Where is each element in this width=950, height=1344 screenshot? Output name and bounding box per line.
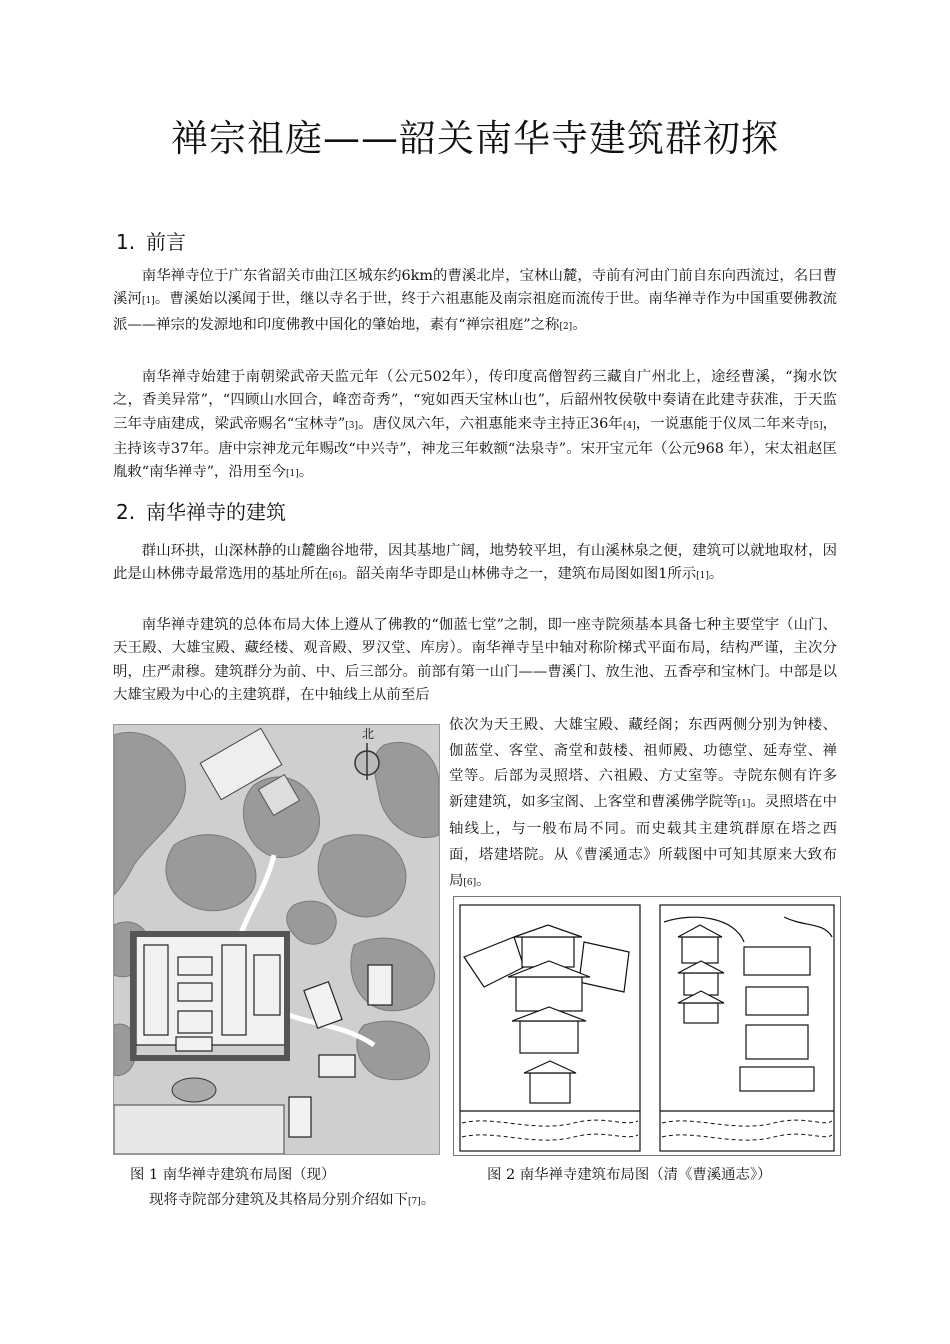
paragraph-3: 群山环拱，山深林静的山麓幽谷地带，因其基地广阔，地势较平坦，有山溪林泉之便，建筑可以就地取材，因此是山林佛寺最常选用的基址所在[6]。韶关南华寺即是山林佛寺之一，建筑布局图如图1所示[1]。	[113, 543, 837, 583]
page-title: 禅宗祖庭——韶关南华寺建筑群初探	[171, 117, 779, 160]
figure-2-historical-plan	[453, 896, 841, 1156]
paragraph-4-continued: 依次为天王殿、大雄宝殿、藏经阁；东西两侧分别为钟楼、伽蓝堂、客堂、斋堂和鼓楼、祖师殿、功德堂、延寿堂、禅堂等。后部为灵照塔、六祖殿、方丈室等。寺院东侧有许多新建建筑，如多宝阁、上客堂和曹溪佛学院等[1]。灵照塔在中轴线上，与一般布局不同。而史载其主建筑群原在塔之西面，塔建塔院。从《曹溪通志》所载图中可知其原来大致布局[6]。	[449, 717, 837, 889]
historical-plan-illustration	[454, 897, 840, 1155]
section-heading-preface: 1. 前言	[116, 230, 186, 254]
figure-1-caption: 图 1 南华禅寺建筑布局图（现）	[130, 1167, 336, 1183]
section-heading-architecture: 2. 南华禅寺的建筑	[116, 500, 286, 524]
figure-1-site-plan	[113, 724, 440, 1155]
paragraph-2: 南华禅寺始建于南朝梁武帝天监元年（公元502年），传印度高僧智药三藏自广州北上，途经曹溪，“掬水饮之，香美异常”，“四顾山水回合，峰峦奇秀”，“宛如西天宝林山也”，后韶州牧侯敬中奏请在此建寺获准，于天监三年寺庙建成，梁武帝赐名“宝林寺”[3]。唐仪凤六年，六祖惠能来寺主持正36年[4]，一说惠能于仪凤二年来寺[5]，主持该寺37年。唐中宗神龙元年赐改“中兴寺”，神龙三年敕额“法泉寺”。宋开宝元年（公元968 年），宋太祖赵匡胤敕“南华禅寺”，沿用至今[1]。	[113, 369, 837, 481]
paragraph-1: 南华禅寺位于广东省韶关市曲江区城东约6km的曹溪北岸，宝林山麓，寺前有河由门前自东向西流过，名曰曹溪河[1]。曹溪始以溪闻于世，继以寺名于世，终于六祖惠能及南宗祖庭而流传于世。南华禅寺作为中国重要佛教流派——禅宗的发源地和印度佛教中国化的肇始地，素有“禅宗祖庭”之称[2]。	[113, 268, 837, 333]
closing-paragraph: 现将寺院部分建筑及其格局分别介绍如下[7]。	[149, 1192, 436, 1208]
north-label: 北	[362, 727, 375, 741]
paragraph-4: 南华禅寺建筑的总体布局大体上遵从了佛教的“伽蓝七堂”之制，即一座寺院须基本具备七种主要堂宇（山门、天王殿、大雄宝殿、藏经楼、观音殿、罗汉堂、库房）。南华禅寺呈中轴对称阶梯式平面布局，结构严谨，主次分明，庄严肃穆。建筑群分为前、中、后三部分。前部有第一山门——曹溪门、放生池、五香亭和宝林门。中部是以大雄宝殿为中心的主建筑群，在中轴线上从前至后	[113, 617, 837, 703]
site-plan-illustration	[114, 725, 439, 1154]
figure-2-caption: 图 2 南华禅寺建筑布局图（清《曹溪通志》）	[487, 1167, 772, 1183]
